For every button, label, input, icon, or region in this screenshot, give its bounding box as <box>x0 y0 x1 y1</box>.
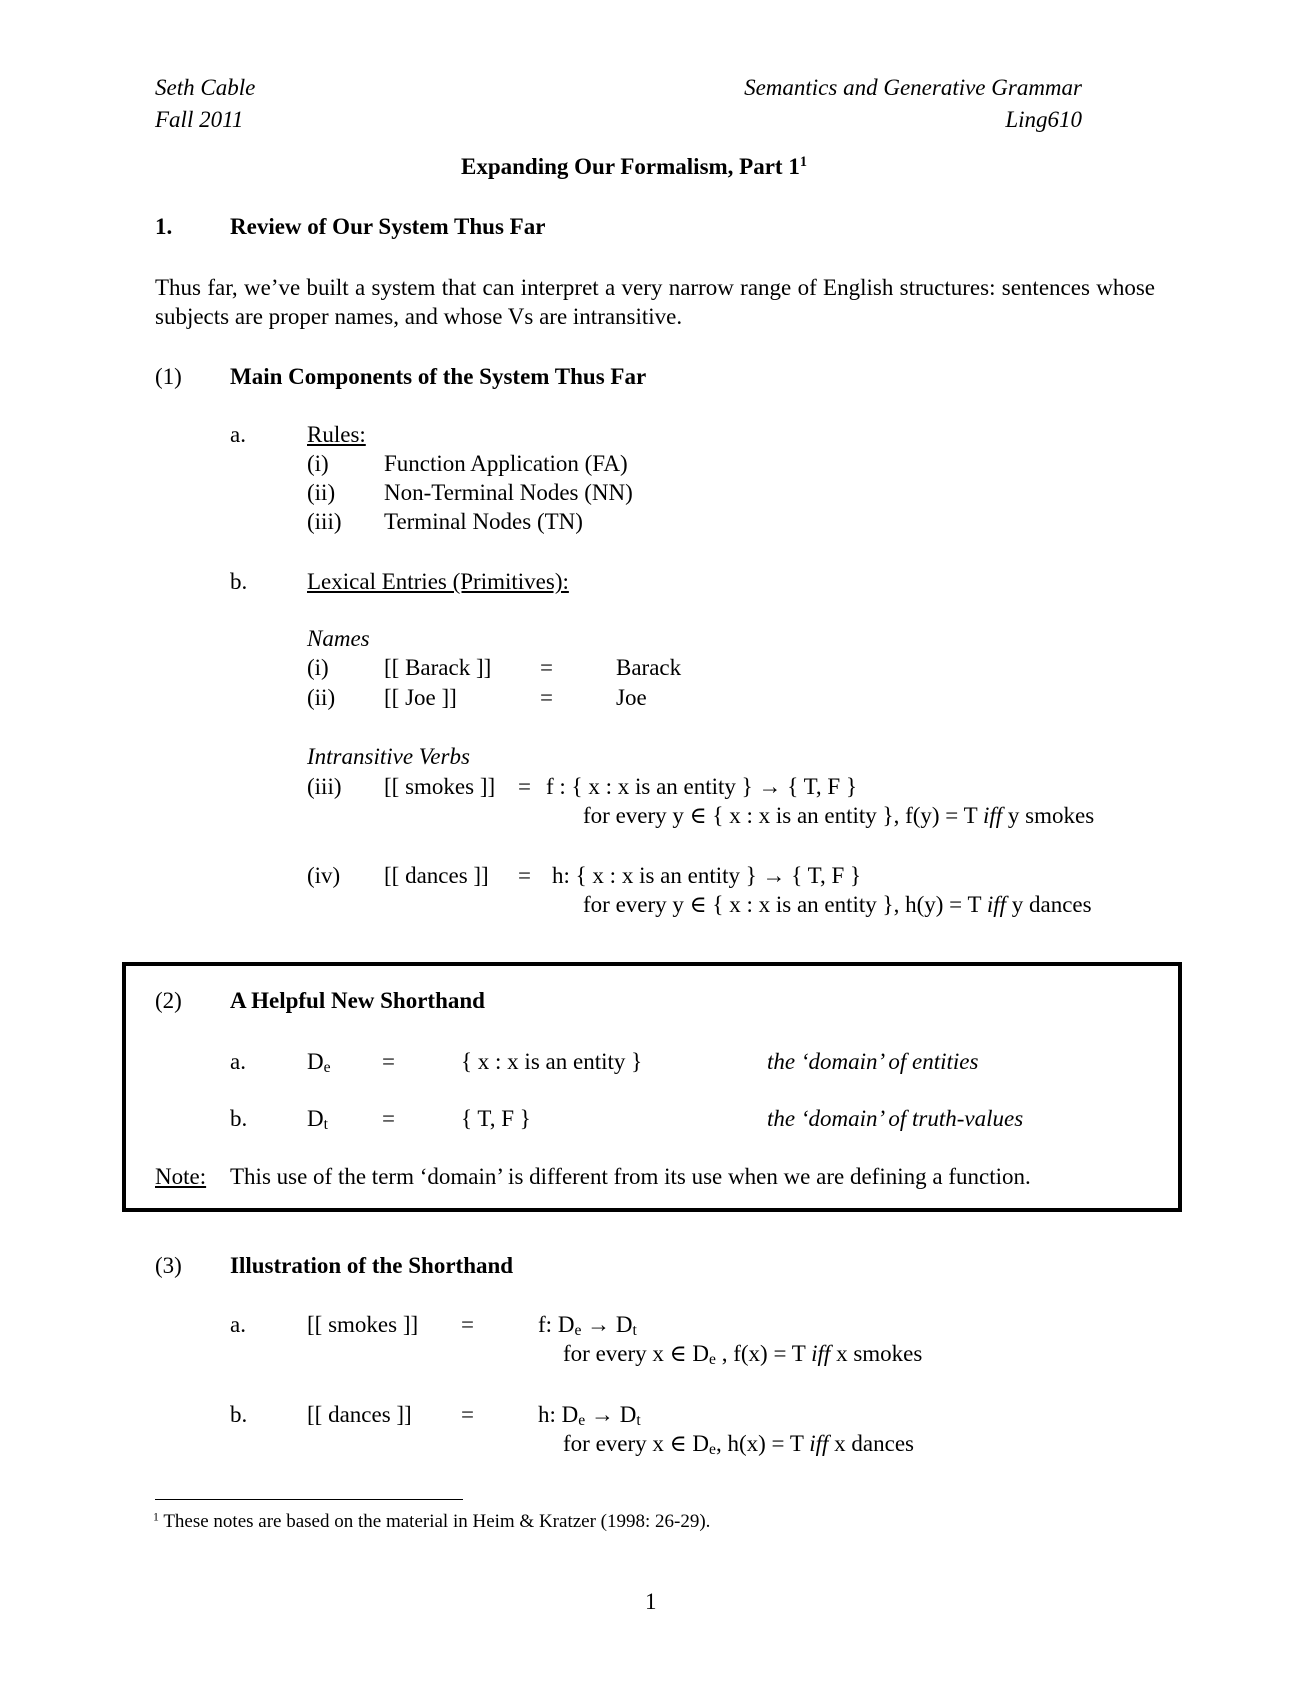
function-condition <box>583 893 1092 916</box>
condition-text: for every y ∈ { x : x is an entity }, h(y) = T <box>583 892 987 917</box>
names-label: Names <box>307 626 370 651</box>
rule-text: Function Application (FA) <box>384 451 628 476</box>
ex1-number: (1) <box>155 364 182 389</box>
ex2b-letter: b. <box>230 1106 248 1131</box>
domain-d: D <box>561 1402 579 1427</box>
section1-number: 1. <box>155 214 173 239</box>
equals-sign: = <box>518 774 531 799</box>
lexical-lhs: [[ Joe ]] <box>384 685 457 710</box>
rule-num: (ii) <box>307 480 336 505</box>
condition-text: y dances <box>1006 892 1092 917</box>
function-signature: h: { x : x is an entity } → { T, F } <box>552 863 862 888</box>
function-signature <box>538 1312 637 1339</box>
domain-set: { T, F } <box>461 1106 531 1131</box>
domain-d: D <box>307 1106 324 1131</box>
function-condition <box>563 1431 914 1458</box>
condition-text: , h(x) = T <box>715 1431 810 1456</box>
ex2-heading: A Helpful New Shorthand <box>230 988 485 1013</box>
lexical-num: (iv) <box>307 863 341 888</box>
note-label: Note: <box>155 1164 207 1189</box>
condition-text: x dances <box>828 1431 914 1456</box>
footnote-rule <box>155 1499 463 1500</box>
ex3-heading: Illustration of the Shorthand <box>230 1253 514 1278</box>
footnote-text: These notes are based on the material in Heim & Kratzer (1998: 26-29). <box>163 1511 711 1532</box>
domain-subscript: e <box>574 1321 582 1339</box>
rule-num: (i) <box>307 451 329 476</box>
ex3a-letter: a. <box>230 1312 246 1337</box>
iff-word: iff <box>986 892 1006 917</box>
ex1a-letter: a. <box>230 422 246 447</box>
ex3b-letter: b. <box>230 1402 248 1427</box>
page-title-text: Expanding Our Formalism, Part 1 <box>461 154 800 179</box>
domain-subscript: e <box>709 1440 716 1458</box>
footnote <box>153 1512 710 1531</box>
equals-sign: = <box>540 685 553 710</box>
header-course-code: Ling610 <box>1005 107 1082 132</box>
domain-symbol <box>307 1106 328 1133</box>
lexical-rhs: Joe <box>616 685 647 710</box>
note-text: This use of the term ‘domain’ is different from its use when we are defining a function. <box>230 1164 1031 1189</box>
domain-d: D <box>615 1312 633 1337</box>
rule-text: Terminal Nodes (TN) <box>384 509 583 534</box>
equals-sign: = <box>540 655 553 680</box>
ex2-number: (2) <box>155 988 182 1013</box>
lexical-num: (ii) <box>307 685 336 710</box>
domain-gloss: the ‘domain’ of truth-values <box>767 1106 1024 1131</box>
ex2a-letter: a. <box>230 1049 246 1074</box>
function-name: f: <box>538 1312 553 1337</box>
lexical-lhs: [[ Barack ]] <box>384 655 492 680</box>
lexical-lhs: [[ dances ]] <box>384 863 489 888</box>
iff-word: iff <box>811 1341 831 1366</box>
function-signature <box>538 1402 641 1429</box>
arrow-icon: → <box>587 1312 611 1337</box>
ex3-number: (3) <box>155 1253 182 1278</box>
section1-paragraph: Thus far, we’ve built a system that can interpret a very narrow range of English structures: sentences whose subjects are proper names, and whose Vs are intransitive. <box>155 275 1155 329</box>
equals-sign: = <box>518 863 531 888</box>
domain-subscript: e <box>323 1058 331 1076</box>
lexical-num: (i) <box>307 655 329 680</box>
domain-subscript: t <box>323 1115 328 1133</box>
domain-symbol <box>307 1049 331 1076</box>
arrow-icon: → <box>590 1402 614 1427</box>
condition-text: , f(x) = T <box>715 1341 812 1366</box>
condition-text: for every y ∈ { x : x is an entity }, f(y) = T <box>583 803 983 828</box>
iff-word: iff <box>809 1431 829 1456</box>
equals-sign: = <box>382 1106 395 1131</box>
equals-sign: = <box>461 1312 474 1337</box>
iff-word: iff <box>982 803 1003 828</box>
header-author: Seth Cable <box>155 75 256 100</box>
rule-num: (iii) <box>307 509 342 534</box>
header-term: Fall 2011 <box>155 107 244 132</box>
verbs-label: Intransitive Verbs <box>307 744 470 769</box>
equals-sign: = <box>382 1049 395 1074</box>
ex1a-label: Rules: <box>307 422 366 447</box>
equals-sign: = <box>461 1402 474 1427</box>
domain-subscript: e <box>709 1350 716 1368</box>
lexical-rhs: Barack <box>616 655 682 680</box>
domain-subscript: t <box>636 1411 641 1429</box>
title-footnote-mark: 1 <box>799 154 807 171</box>
lexical-num: (iii) <box>307 774 342 799</box>
condition-text: for every x ∈ D <box>563 1341 710 1366</box>
domain-gloss: the ‘domain’ of entities <box>767 1049 979 1074</box>
footnote-mark: 1 <box>153 1510 159 1524</box>
condition-text: for every x ∈ D <box>563 1431 710 1456</box>
domain-d: D <box>619 1402 637 1427</box>
page-number: 1 <box>645 1589 657 1614</box>
domain-d: D <box>557 1312 575 1337</box>
lexical-lhs: [[ smokes ]] <box>384 774 496 799</box>
function-condition <box>583 804 1094 827</box>
page-title <box>461 155 807 178</box>
ex1-heading: Main Components of the System Thus Far <box>230 364 647 389</box>
rule-text: Non-Terminal Nodes (NN) <box>384 480 633 505</box>
domain-subscript: e <box>578 1411 586 1429</box>
domain-subscript: t <box>632 1321 637 1339</box>
function-condition <box>563 1341 923 1368</box>
function-signature: f : { x : x is an entity } → { T, F } <box>546 774 857 799</box>
condition-text: y smokes <box>1002 803 1095 828</box>
function-name: h: <box>538 1402 556 1427</box>
section1-heading: Review of Our System Thus Far <box>230 214 546 239</box>
lexical-lhs: [[ smokes ]] <box>307 1312 419 1337</box>
condition-text: x smokes <box>830 1341 923 1366</box>
domain-set: { x : x is an entity } <box>461 1049 643 1074</box>
header-course-title: Semantics and Generative Grammar <box>744 75 1082 100</box>
lexical-lhs: [[ dances ]] <box>307 1402 412 1427</box>
ex1b-letter: b. <box>230 569 248 594</box>
domain-d: D <box>307 1049 324 1074</box>
ex1b-label: Lexical Entries (Primitives): <box>307 569 569 594</box>
